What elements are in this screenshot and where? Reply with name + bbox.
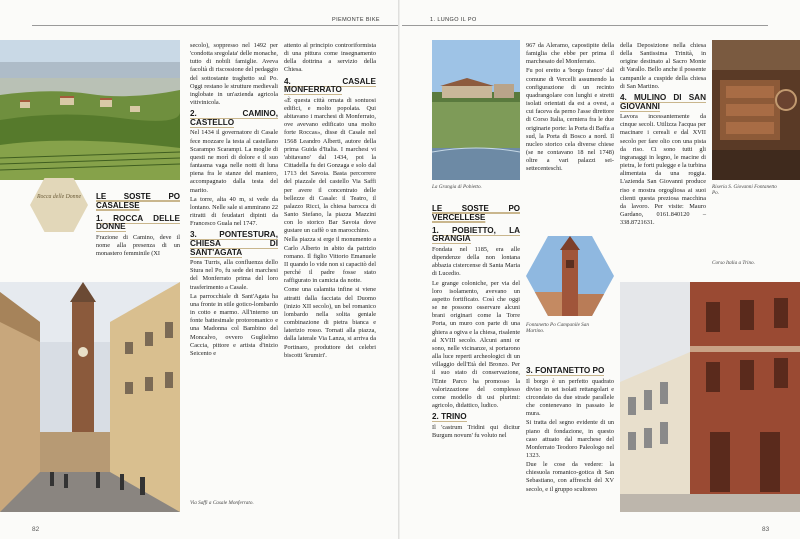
caption-via-saffi: Via Saffi a Casale Monferrato. (190, 500, 254, 506)
heading-camino-castello: 2. CAMINO, CASTELLO (190, 109, 278, 127)
paragraph: Fondata nel 1185, era alle dipendenze della non lontana abbazia cistercense di Santa Maria di Lucedio. (432, 246, 520, 278)
paragraph: Frazione di Camino, deve il nome alla presenza di un monastero femminile (XI (96, 234, 180, 258)
right-col-1 (432, 204, 520, 441)
paragraph: 967 da Aleramo, capostipite della famiglia che ebbe per prima il marchesato del Monferrato. (526, 42, 614, 66)
heading-pontestura: 3. PONTESTURA, CHIESA DI SANT'AGATA (190, 230, 278, 257)
paragraph: Nella piazza si erge il monumento a Carlo Alberto in abito da patrizio romano. Il figlio Vittorio Emanuele II quando lo vide non si capacitò del perché il padre fosse stato raffigurato in camicia da notte. (284, 236, 376, 285)
paragraph: Si tratta del segno evidente di un piano di fondazione, in questo caso attuato dal marchese del Monferrato Teodoro Paleologo nel 1323. (526, 419, 614, 459)
caption-corso-italia: Corso Italia a Trino. (712, 260, 755, 266)
right-col-2 (526, 42, 614, 175)
right-col-2-lower (526, 364, 614, 495)
caption-mulino: Riseria S. Giovanni Fontanetto Po. (712, 184, 777, 197)
right-page (400, 0, 800, 539)
header-rule (402, 25, 768, 26)
heading-rocca-delle-donne: 1. ROCCA DELLE DONNE (96, 213, 180, 232)
paragraph: La torre, alta 40 m, si vede da lontano. Nelle sale si ammirano 22 ritratti di feudatari dipinti da Francesco Guala nel 1747. (190, 195, 278, 228)
hex-badge-label: Rocca delle Donne (36, 194, 82, 200)
section-title-vercellese: LE SOSTE PO VERCELLESE (432, 204, 520, 223)
heading-casale-monferrato: 4. CASALE MONFERRATO (284, 76, 376, 95)
photo-rocca-landscape (0, 40, 180, 180)
heading-mulino: 4. MULINO DI SAN GIOVANNI (620, 92, 706, 111)
photo-mulino (712, 40, 800, 180)
heading-fontanetto-po: 3. FONTANETTO PO (526, 366, 605, 375)
paragraph: attento al principio controriformista di una pittura come insegnamento della dottrina a servizio della Chiesa. (284, 42, 376, 74)
paragraph: Il borgo è un perfetto quadrato diviso in sei isolati rettangolari e circondato da due strade parallele che contenevano in passato le mura. (526, 377, 614, 418)
left-col-3 (284, 42, 376, 361)
paragraph: La parrocchiale di Sant'Agata ha una fronte in stile gotico-lombardo in cotto e marmo. All'interno un fonte battesimale protoromanico e una Madonna col Bambino del Moncalvo, ovvero Guglielmo Caccia, pittore e artista d'inizio Seicento e (190, 292, 278, 357)
running-title-right: 1. LUNGO IL PO (430, 17, 477, 23)
caption-campanile: Fontanetto Po Campanile San Martino. (526, 322, 589, 335)
paragraph: Fu poi eretto a 'borgo franco' dal comune di Vercelli assumendo la configurazione di un recinto quadrangolare con lunghi e stretti isolati orientati da est a ovest, a cui faceva da perno l'asse direttore di Corso Italia, cerniera fra le due originarie porte: la Porta di Baffa a sud, la Porta di Bosco a nord. Il nucleo storico cela diverse chiese (se ne contavano 18 nel 1748) oltre a vari palazzi sei-settecenteschi. (526, 67, 615, 173)
right-col-3 (620, 42, 706, 228)
paragraph: Il 'castrum Tridini qui dicitur Burgum novum' fu voluto nel (432, 423, 520, 439)
section-title-casalese: LE SOSTE PO CASALESE (96, 192, 180, 211)
paragraph: Come una calamita infine si viene attratti dalla facciata del Duomo (inizio XII secolo), un bel romanico lombardo nella solita geniale combinazione di pietra bianca e laterizio rosso. Tornati alla piazza, dalla laterale Via Lanza, si arriva da Portinaro, produttore dei celebri biscotti 'krumiri'. (284, 286, 376, 359)
paragraph: «È questa città ornata di sontuosi edifici, e molto popolata. Qui abitavano i marchesi di Monferrato, ove avevano edificato una molto forte Roccas», disse di Casale nel 1568 Leandro Alberti, autore della prima Guida d'Italia. I marchesi vi 'abitavano' dal 1434, poi la Cittadella fu dei Gonzaga e solo dal 1713 dei Savoia. Basta percorrere del piazzale del castello Via Saffi per avere il concentrato delle bellezze di Casale: il Teatro, il palazzo Ricci, la chiesa barocca di Santo Stefano, la piazza Mazzini con lo storico Bar Savoia dove gustare un caffè o un marocchino. (284, 96, 376, 235)
left-col-2 (190, 42, 278, 359)
paragraph: secolo), soppresso nel 1492 per 'condotta sregolata' delle monache, tutto di nobili famiglie. Aveva facoltà di riscossione del pedaggio del sottostante traghetto sul Po. Oggi restano le strutture medievali inglobate in un'azienda agricola vitivinicola. (190, 42, 278, 107)
page-number-right: 83 (762, 526, 770, 533)
paragraph: Le grange coloniche, per via del loro isolamento, avevano un aspetto fortificato. Così che oggi se ne possono osservare alcuni brani originari come la Torre Porta, un muro con parte di una ghiera a ogiva e la chiesa, risalente al XVIII secolo. Alcuni anni or sono, nelle vicinanze, si portarono alla luce reperti archeologici di un villaggio dell'Età del Bronzo. Per il suo stato di conservazione, l'Ente Parco ha promosso la valorizzazione del complesso come modello di usi plurimi: agricolo, didattico, ludico. (432, 279, 520, 409)
photo-corso-italia (620, 282, 800, 512)
paragraph: Nel 1434 il governatore di Casale fece mozzare la testa al castellano Scarampo Scarampi. La moglie di questi ne morì di dolore e il suo fantasma vaga nelle notti di luna piena fra le stanze del maniero, accompagnato dalla testa del marito. (190, 129, 278, 194)
heading-pobietto: 1. POBIETTO, LA GRANGIA (432, 225, 520, 244)
paragraph: Due le cose da vedere: la chiesuola romanico-gotica di San Sebastiano, con affreschi del XV secolo, e il gruppo scultoreo (526, 461, 614, 493)
heading-trino: 2. TRINO (432, 412, 467, 422)
photo-grangia-pobietto (432, 40, 520, 180)
hex-badge (30, 178, 88, 232)
paragraph: Lavora incessantemente da cinque secoli. Utilizza l'acqua per macinare i cereali e dal XVII secolo per fare olio con una pista da riso. Ci sono tutti gli ingranaggi in legno, le macine di pietra, le forti pulegge e la turbina alimentata da una roggia. L'azienda San Giovanni produce riso e mostra orgogliosa ai suoi clienti questa preziosa macchina da lavoro. Per visite: Mauro Gardano, 0161.840120 – 338.8721631. (620, 113, 706, 227)
page-number-left: 82 (32, 526, 40, 533)
photo-via-saffi (0, 282, 180, 512)
left-col-1 (96, 192, 180, 259)
caption-grangia: La Grangia di Pobietto. (432, 184, 482, 190)
header-rule (32, 25, 398, 26)
photo-campanile-hex (526, 236, 614, 316)
paragraph: della Deposizione nella chiesa della Santissima Trinità, in origine destinato al Sacro Monte di Varallo. Bello anche il possente campanile a cuspide della chiesa di San Martino. (620, 42, 706, 90)
running-title-left: PIEMONTE BIKE (332, 17, 380, 23)
paragraph: Pons Turris, alla confluenza dello Stura nel Po, fu sede dei marchesi del Monferrato prima del loro trasferimento a Casale. (190, 259, 278, 291)
